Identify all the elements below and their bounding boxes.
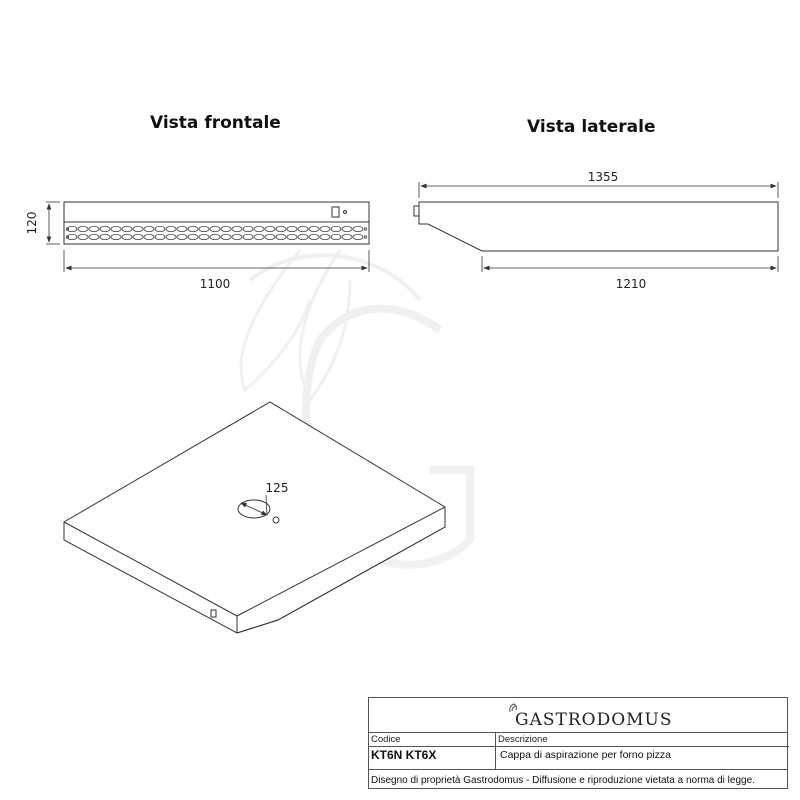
lamp-hole: [273, 517, 279, 523]
grille-slot: [100, 226, 110, 231]
grille-slot: [309, 226, 319, 231]
side-bottom-length-label: 1210: [615, 277, 647, 291]
side-view-title: Vista laterale: [527, 117, 656, 137]
mounting-hole: [364, 236, 366, 238]
grille-slot: [221, 234, 231, 239]
description-cell: [496, 733, 789, 769]
grille-slot: [177, 234, 187, 239]
grille-slot: [221, 226, 231, 231]
description-label: Descrizione: [498, 734, 548, 745]
code-label: Codice: [371, 734, 401, 745]
grille-slot: [287, 234, 297, 239]
grille-slot: [276, 234, 286, 239]
grille-slot: [155, 234, 165, 239]
side-top-dimension: [419, 182, 778, 198]
grille-slot: [342, 226, 352, 231]
mounting-hole: [66, 236, 68, 238]
description-divider: [496, 746, 789, 747]
grille-slot: [210, 226, 220, 231]
grille-slot: [287, 226, 297, 231]
front-grille: [66, 226, 366, 239]
grille-slot: [144, 226, 154, 231]
description-value: Cappa di aspirazione per forno pizza: [500, 749, 672, 761]
grille-slot: [331, 234, 341, 239]
grille-slot: [166, 226, 176, 231]
grille-slot: [353, 234, 363, 239]
code-divider: [369, 746, 495, 747]
grille-slot: [254, 234, 264, 239]
front-width-label: 1100: [199, 277, 231, 291]
grille-slot: [342, 234, 352, 239]
grille-slot: [243, 226, 253, 231]
footer-text: Disegno di proprietà Gastrodomus - Diffusione e riproduzione vietata a norma di legge.: [371, 775, 755, 786]
footer-row: [369, 769, 787, 789]
front-switch: [332, 207, 339, 217]
grille-slot: [199, 226, 209, 231]
grille-slot: [122, 234, 132, 239]
grille-slot: [210, 234, 220, 239]
grille-slot: [122, 226, 132, 231]
grille-slot: [133, 226, 143, 231]
grille-slot: [265, 234, 275, 239]
grille-slot: [331, 226, 341, 231]
mounting-hole: [66, 228, 68, 230]
code-value: KT6N KT6X: [371, 748, 437, 762]
grille-slot: [309, 234, 319, 239]
code-cell: [369, 733, 496, 769]
iso-switch: [211, 610, 216, 617]
grille-slot: [188, 234, 198, 239]
grille-slot: [166, 234, 176, 239]
side-switch: [414, 206, 419, 216]
front-height-label: 120: [25, 211, 39, 235]
grille-slot: [111, 226, 121, 231]
grille-slot: [320, 226, 330, 231]
grille-slot: [199, 234, 209, 239]
grille-slot: [89, 226, 99, 231]
grille-slot: [298, 226, 308, 231]
side-top-length-label: 1355: [587, 170, 619, 184]
side-view: [414, 202, 778, 251]
grille-slot: [100, 234, 110, 239]
grille-slot: [232, 226, 242, 231]
grille-slot: [89, 234, 99, 239]
grille-slot: [177, 226, 187, 231]
front-view: [64, 202, 369, 244]
grille-slot: [276, 226, 286, 231]
mounting-hole: [364, 228, 366, 230]
grille-slot: [298, 234, 308, 239]
grille-slot: [155, 226, 165, 231]
brand-name: GASTRODOMUS: [515, 710, 673, 730]
grille-slot: [111, 234, 121, 239]
grille-slot: [188, 226, 198, 231]
front-view-title: Vista frontale: [150, 113, 281, 133]
grille-slot: [232, 234, 242, 239]
grille-slot: [243, 234, 253, 239]
grille-slot: [78, 226, 88, 231]
grille-slot: [320, 234, 330, 239]
grille-slot: [144, 234, 154, 239]
title-block: [368, 697, 788, 789]
side-bottom-dimension: [482, 256, 778, 272]
brand-row: [369, 698, 787, 733]
front-height-dimension: [46, 202, 60, 244]
grille-slot: [78, 234, 88, 239]
duct-diameter-label: 125: [265, 481, 289, 495]
side-view-outline: [419, 202, 778, 251]
grille-slot: [353, 226, 363, 231]
grille-slot: [265, 226, 275, 231]
isometric-view: [64, 402, 445, 633]
grille-slot: [133, 234, 143, 239]
grille-slot: [254, 226, 264, 231]
